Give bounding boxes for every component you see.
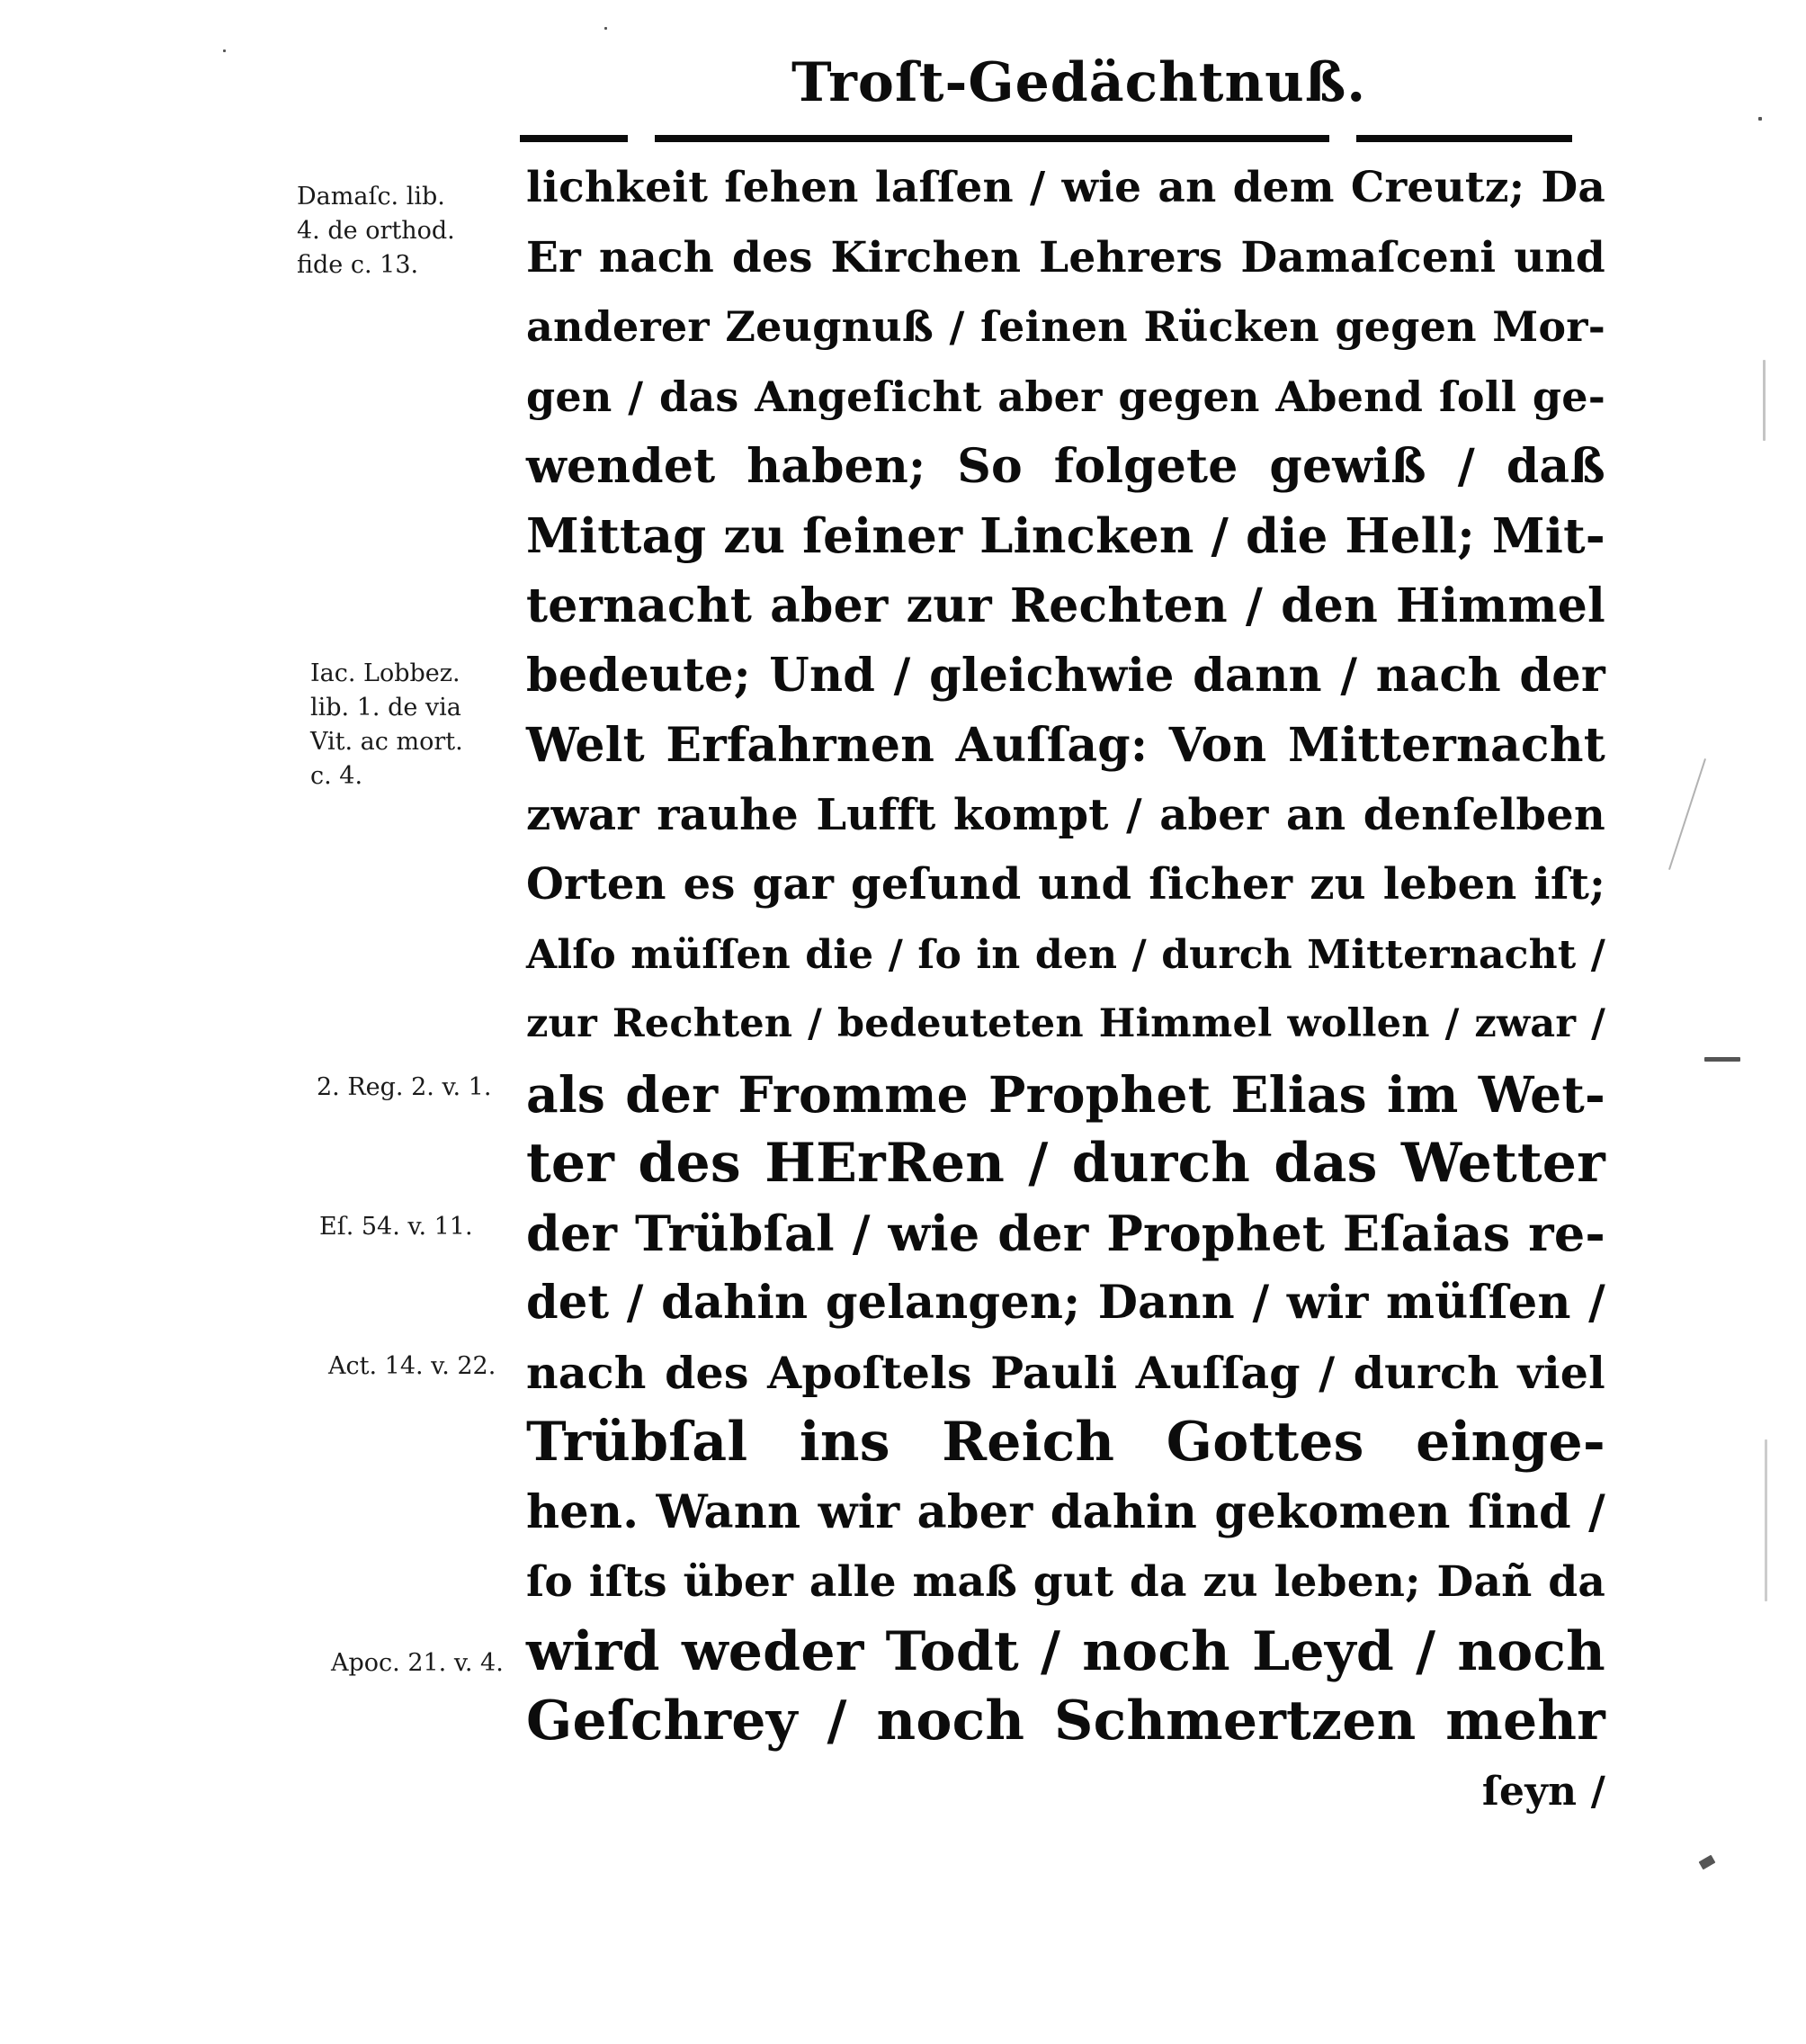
text-line: Alſo müſſen die / ſo in den / durch Mitternacht /	[526, 931, 1605, 978]
scan-speck	[1668, 758, 1706, 870]
text-line: gen / das Angeſicht aber gegen Abend ſoll ge-	[526, 372, 1605, 421]
scan-speck	[1765, 1439, 1767, 1601]
text-line: Trübſal ins Reich Gottes einge-	[526, 1411, 1605, 1474]
catchword: ſeyn /	[1481, 1768, 1605, 1815]
scan-speck	[1758, 117, 1762, 121]
text-line: wird weder Todt / noch Leyd / noch	[526, 1619, 1605, 1683]
page-header: Troſt-Gedächtnuß.	[791, 51, 1367, 114]
scan-speck	[1704, 1057, 1740, 1062]
text-line: Welt Erfahrnen Auſſag: Von Mitternacht	[526, 718, 1605, 773]
scan-speck	[1763, 360, 1766, 441]
text-line: lichkeit ſehen laſſen / wie an dem Creutz; Da	[526, 163, 1605, 212]
text-line: zwar rauhe Lufft kompt / aber an denſelben	[526, 789, 1605, 840]
text-line: ter des HErRen / durch das Wetter	[526, 1132, 1605, 1195]
margin-note: Damaſc. lib. 4. de orthod. fide c. 13.	[297, 183, 455, 279]
text-line: anderer Zeugnuß / ſeinen Rücken gegen Mor-	[526, 302, 1605, 351]
text-line: ſo iſts über alle maß gut da zu leben; Dañ da	[526, 1557, 1605, 1607]
text-line: zur Rechten / bedeuteten Himmel wollen / zwar /	[526, 1001, 1605, 1046]
text-line: nach des Apoſtels Pauli Auſſag / durch viel	[526, 1346, 1605, 1399]
scan-speck	[604, 27, 607, 30]
margin-note: Act. 14. v. 22.	[328, 1352, 496, 1380]
scan-speck	[1699, 1855, 1716, 1870]
margin-note: Iac. Lobbez. lib. 1. de via Vit. ac mort. c. 4.	[310, 659, 463, 790]
body-text	[526, 153, 1605, 1826]
text-line: als der Fromme Prophet Elias im Wet-	[526, 1064, 1605, 1124]
margin-note: 2. Reg. 2. v. 1.	[317, 1073, 492, 1101]
text-line: Geſchrey / noch Schmertzen mehr	[526, 1690, 1605, 1753]
text-line: Mittag zu ſeiner Lincken / die Hell; Mit-	[526, 507, 1605, 564]
text-line: det / dahin gelangen; Dann / wir müſſen /	[526, 1276, 1605, 1330]
text-line: hen. Wann wir aber dahin gekomen ſind /	[526, 1484, 1605, 1539]
margin-note: Apoc. 21. v. 4.	[331, 1649, 504, 1677]
text-line: Orten es gar geſund und ſicher zu leben iſt;	[526, 859, 1605, 910]
text-line: Er nach des Kirchen Lehrers Damaſceni und	[526, 232, 1605, 282]
header-rule	[520, 135, 1572, 142]
scan-speck	[223, 49, 226, 52]
text-line: der Trübſal / wie der Prophet Eſaias re-	[526, 1204, 1605, 1262]
text-line: bedeute; Und / gleichwie dann / nach der	[526, 648, 1605, 703]
text-line: ternacht aber zur Rechten / den Himmel	[526, 578, 1605, 633]
text-line: wendet haben; So folgete gewiß / daß	[526, 439, 1605, 494]
margin-note: Eſ. 54. v. 11.	[319, 1213, 473, 1241]
